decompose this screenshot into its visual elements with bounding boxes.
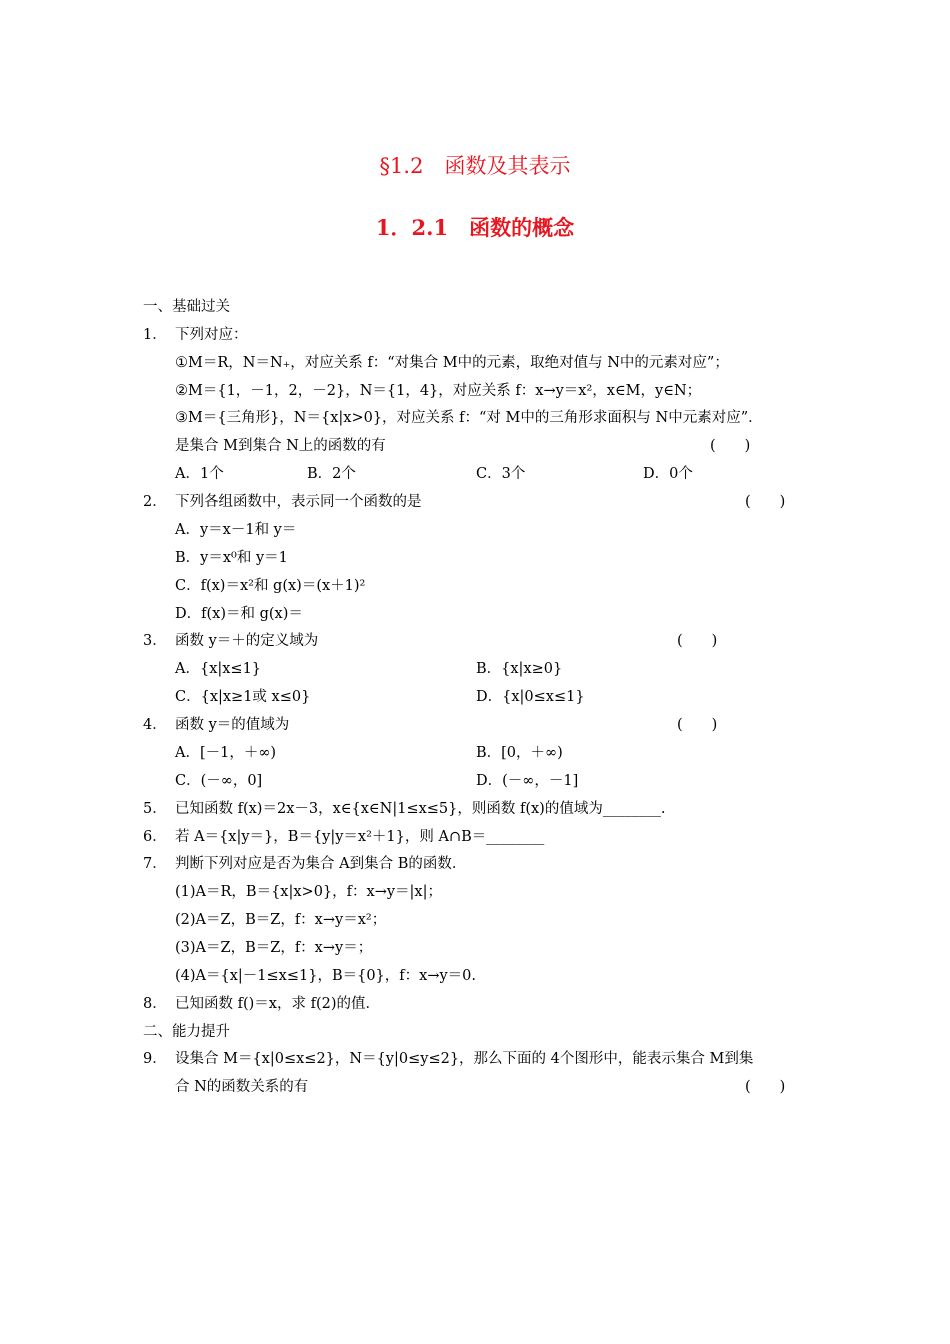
answer-paren: ( ) — [745, 1079, 786, 1095]
question-stem: 下列对应： — [175, 327, 248, 343]
question-stem: 函数 y＝的值域为 — [175, 717, 290, 733]
question-4 — [143, 714, 289, 736]
q7-item-1: (1)A＝R，B＝{x|x>0}，f：x→y＝|x|； — [175, 884, 442, 900]
question-number: 5． — [143, 801, 167, 817]
option-d: D．0个 — [643, 466, 693, 482]
option-c: C．3个 — [476, 466, 526, 482]
q7-item-2: (2)A＝Z，B＝Z，f：x→y＝x²； — [175, 912, 387, 928]
option-b: B．{x|x≥0} — [476, 661, 563, 677]
option-a: A．[－1，＋∞) — [175, 745, 277, 761]
question-number: 7． — [143, 856, 167, 872]
question-number: 2． — [143, 494, 167, 510]
question-stem: 函数 y＝＋的定义域为 — [175, 633, 319, 649]
question-9 — [143, 1048, 753, 1070]
question-stem: 若 A＝{x|y＝}，B＝{y|y＝x²＋1}，则 A∩B＝________ — [175, 829, 545, 845]
option-b: B．2个 — [307, 466, 356, 482]
question-7 — [143, 853, 466, 875]
option-d: D．(－∞，－1] — [476, 773, 579, 789]
question-8 — [143, 993, 380, 1015]
question-number: 6． — [143, 829, 167, 845]
question-number: 9． — [143, 1051, 167, 1067]
question-number: 4． — [143, 717, 167, 733]
option-b: B．y＝x⁰和 y＝1 — [175, 550, 288, 566]
question-1 — [143, 324, 248, 346]
q1-item-2: ②M＝{1，－1，2，－2}，N＝{1，4}，对应关系 f：x→y＝x²，x∈M，y∈N； — [175, 383, 702, 399]
option-a: A．1个 — [175, 466, 224, 482]
option-c: C．{x|x≥1或 x≤0} — [175, 689, 311, 705]
question-3 — [143, 630, 318, 652]
question-stem: 已知函数 f(x)＝2x－3，x∈{x∈N|1≤x≤5}，则函数 f(x)的值域为________. — [175, 801, 666, 817]
question-stem: 设集合 M＝{x|0≤x≤2}，N＝{y|0≤y≤2}，那么下面的 4个图形中，能表示集合 M到集 — [175, 1051, 754, 1067]
answer-paren: ( ) — [677, 717, 718, 733]
question-number: 1． — [143, 327, 167, 343]
option-a: A．{x|x≤1} — [175, 661, 262, 677]
option-b: B．[0，＋∞) — [476, 745, 563, 761]
part2-heading: 二、能力提升 — [143, 1024, 230, 1040]
q7-item-4: (4)A＝{x|－1≤x≤1}，B＝{0}，f：x→y＝0. — [175, 968, 477, 984]
question-2 — [143, 491, 422, 513]
q1-question: 是集合 M到集合 N上的函数的有 — [175, 438, 386, 454]
q9-stem-line-2: 合 N的函数关系的有 — [175, 1079, 309, 1095]
question-6 — [143, 826, 544, 848]
question-number: 3． — [143, 633, 167, 649]
part1-heading: 一、基础过关 — [143, 299, 230, 315]
question-5 — [143, 798, 665, 820]
section-title: §1.2 函数及其表示 — [379, 154, 571, 178]
q1-item-3: ③M＝{三角形}，N＝{x|x>0}，对应关系 f：“对 M中的三角形求面积与 N中元素对应”． — [175, 410, 763, 426]
question-stem: 判断下列对应是否为集合 A到集合 B的函数． — [175, 856, 467, 872]
question-stem: 下列各组函数中，表示同一个函数的是 — [175, 494, 422, 510]
question-number: 8． — [143, 996, 167, 1012]
option-c: C．(－∞，0] — [175, 773, 263, 789]
q7-item-3: (3)A＝Z，B＝Z，f：x→y＝； — [175, 940, 373, 956]
option-a: A．y＝x－1和 y＝ — [175, 522, 297, 538]
answer-paren: ( ) — [710, 438, 751, 454]
option-d: D．f(x)＝和 g(x)＝ — [175, 606, 303, 622]
subsection-title: 1．2.1 函数的概念 — [375, 215, 575, 240]
option-d: D．{x|0≤x≤1} — [476, 689, 585, 705]
answer-paren: ( ) — [677, 633, 718, 649]
question-stem: 已知函数 f()＝x，求 f(2)的值． — [175, 996, 380, 1012]
option-c: C．f(x)＝x²和 g(x)＝(x＋1)² — [175, 578, 366, 594]
answer-paren: ( ) — [745, 494, 786, 510]
q1-item-1: ①M＝R，N＝N₊，对应关系 f：“对集合 M中的元素，取绝对值与 N中的元素对应”； — [175, 355, 729, 371]
